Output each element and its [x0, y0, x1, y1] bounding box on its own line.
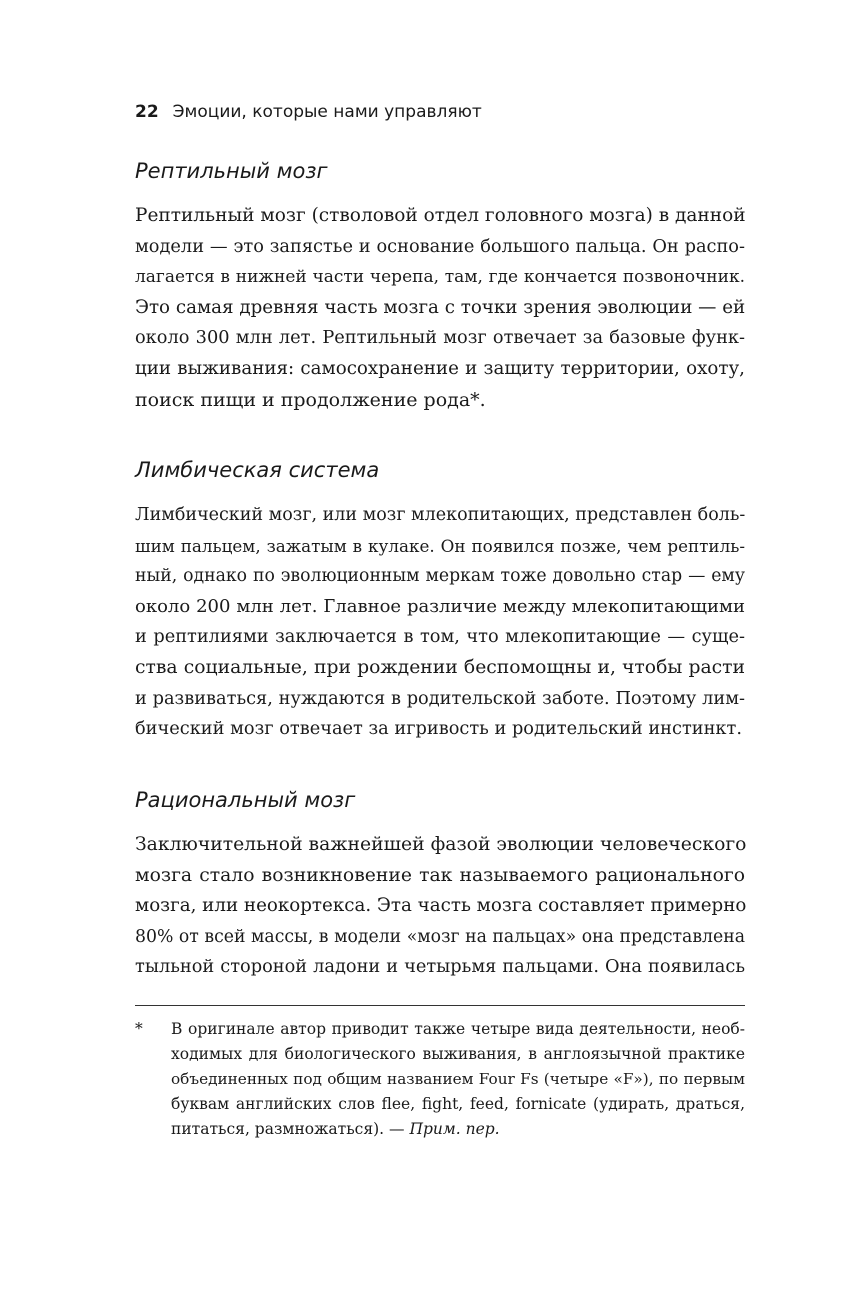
- footnote-text: [171, 1017, 745, 1142]
- text-line: ства социальные, при рождении беспомощны и, чтобы расти: [135, 656, 745, 678]
- text-line: Рептильный мозг (стволовой отдел головного мозга) в данной: [135, 205, 746, 226]
- section-heading-rational: Рациональный мозг: [135, 788, 356, 812]
- footnote-last-line-text: питаться, размножаться). —: [171, 1120, 410, 1138]
- text-line: и развиваться, нуждаются в родительской заботе. Поэтому лим-: [135, 688, 745, 709]
- text-line: мозга стало возникновение так называемого рационального: [135, 864, 745, 886]
- page-number: 22: [135, 102, 159, 122]
- footnote-marker: *: [135, 1020, 143, 1038]
- text-line: шим пальцем, зажатым в кулаке. Он появился позже, чем рептиль-: [135, 535, 745, 556]
- paragraph-reptilian: [135, 201, 745, 415]
- paragraph-limbic: [135, 500, 745, 745]
- section-heading-reptilian: Рептильный мозг: [135, 159, 328, 183]
- text-line: лагается в нижней части черепа, там, где кончается позвоночник.: [135, 267, 745, 288]
- text-line: бический мозг отвечает за игривость и родительский инстинкт.: [135, 719, 742, 740]
- text-line: около 200 млн лет. Главное различие между млекопитающими: [135, 595, 745, 617]
- footnote-line: ходимых для биологического выживания, в англоязычной практике: [171, 1045, 745, 1063]
- text-line: 80% от всей массы, в модели «мозг на пальцах» она представлена: [135, 926, 745, 947]
- paragraph-rational: [135, 830, 745, 983]
- text-line: мозга, или неокортекса. Эта часть мозга составляет примерно: [135, 895, 747, 917]
- text-line: и рептилиями заключается в том, что млекопитающие — суще-: [135, 627, 745, 648]
- text-line: ный, однако по эволюционным меркам тоже довольно стар — ему: [135, 566, 745, 587]
- footnote-line: В оригинале автор приводит также четыре вида деятельности, необ-: [171, 1020, 745, 1038]
- text-line: Лимбический мозг, или мозг млекопитающих, представлен боль-: [135, 505, 746, 525]
- text-line: поиск пищи и продолжение рода*.: [135, 388, 486, 411]
- text-line: ции выживания: самосохранение и защиту территории, охоту,: [135, 357, 745, 379]
- footnote-divider: [135, 1005, 745, 1006]
- translator-note: Прим. пер.: [409, 1120, 500, 1138]
- footnote-line: буквам английских слов flee, fight, feed, fornicate (удирать, драться,: [171, 1095, 745, 1113]
- text-line: Это самая древняя часть мозга с точки зрения эволюции — ей: [135, 296, 746, 318]
- text-line: тыльной стороной ладони и четырьмя пальцами. Она появилась: [135, 957, 745, 978]
- running-head: [135, 99, 482, 125]
- running-title: Эмоции, которые нами управляют: [172, 102, 482, 122]
- section-heading-limbic: Лимбическая система: [135, 458, 380, 482]
- text-line: около 300 млн лет. Рептильный мозг отвечает за базовые функ-: [135, 328, 745, 349]
- text-line: модели — это запястье и основание большого пальца. Он распо-: [135, 236, 745, 257]
- footnote-line: [171, 1117, 745, 1142]
- footnote-line: объединенных под общим названием Four Fs (четыре «F»), по первым: [171, 1070, 745, 1088]
- text-line: Заключительной важнейшей фазой эволюции человеческого: [135, 834, 747, 855]
